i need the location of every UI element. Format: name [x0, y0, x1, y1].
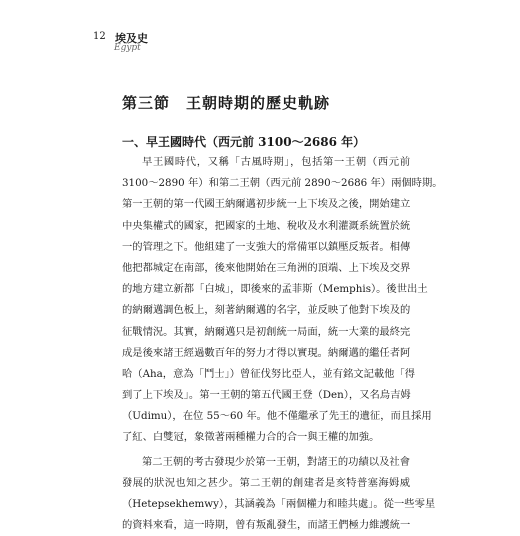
paragraph: [122, 152, 443, 449]
text-line: 哈（Aha，意為「鬥士」）曾征伐努比亞人，並有銘文記載他「得: [122, 367, 416, 380]
running-title: 埃及史: [115, 32, 148, 45]
paragraph: [122, 452, 436, 536]
text-line: 了紅、白雙冠，象徵著兩種權力合的合一與王權的加強。: [122, 431, 380, 444]
text-line: 一的管理之下。他組建了一支強大的常備軍以鎮壓反叛者。相傳: [122, 240, 411, 253]
text-line: 的資料來看，這一時期，曾有叛亂發生，而諸王們極力維護統一: [122, 519, 411, 532]
body-text: [122, 152, 443, 536]
text-line: 3100～2890 年）和第二王朝（西元前 2890～2686 年）兩個時期。: [122, 177, 443, 190]
page-number: 12: [93, 31, 106, 42]
text-line: 第二王朝的考古發現少於第一王朝，對諸王的功績以及社會: [142, 455, 410, 468]
text-line: 他把都城定在南部，後來他開始在三角洲的頂端、上下埃及交界: [122, 261, 411, 274]
text-line: 發展的狀況也知之甚少。第二王朝的創建者是亥特普塞海姆威: [122, 476, 410, 489]
text-line: 的納爾邁調色板上，刻著納爾邁的名字，並反映了他對下埃及的: [122, 304, 411, 317]
text-line: 第一王朝的第一代國王納爾邁初步統一上下埃及之後，開始建立: [122, 198, 411, 211]
text-line: 到了上下埃及」。第一王朝的第五代國王登（Den），又名烏吉姆: [122, 389, 411, 402]
text-line: （Udimu），在位 55～60 年。他不僅繼承了先王的遺征，而且採用: [122, 410, 432, 423]
text-line: 中央集權式的國家，把國家的土地、稅收及水利灌溉系統置於統: [122, 219, 411, 232]
text-line: （Hetepsekhemwy），其涵義為「兩個權力和睦共處」。從一些零星: [122, 498, 436, 510]
text-line: 的地方建立新都「白城」，即後來的孟菲斯（Memphis）。後世出土: [122, 283, 428, 296]
text-line: 早王國時代，又稱「古風時期」，包括第一王朝（西元前: [142, 156, 410, 168]
section-title: 第三節 王朝時期的歷史軌跡: [122, 94, 331, 112]
running-subtitle: Egypt: [114, 43, 141, 53]
text-line: 成是後來諸王經過數百年的努力才得以實現。納爾邁的繼任者阿: [122, 346, 411, 359]
text-line: 征戰情況。其實，納爾邁只是初創統一局面，統一大業的最終完: [122, 325, 411, 338]
subsection-title: 一、早王國時代（西元前 3100～2686 年）: [122, 135, 366, 149]
